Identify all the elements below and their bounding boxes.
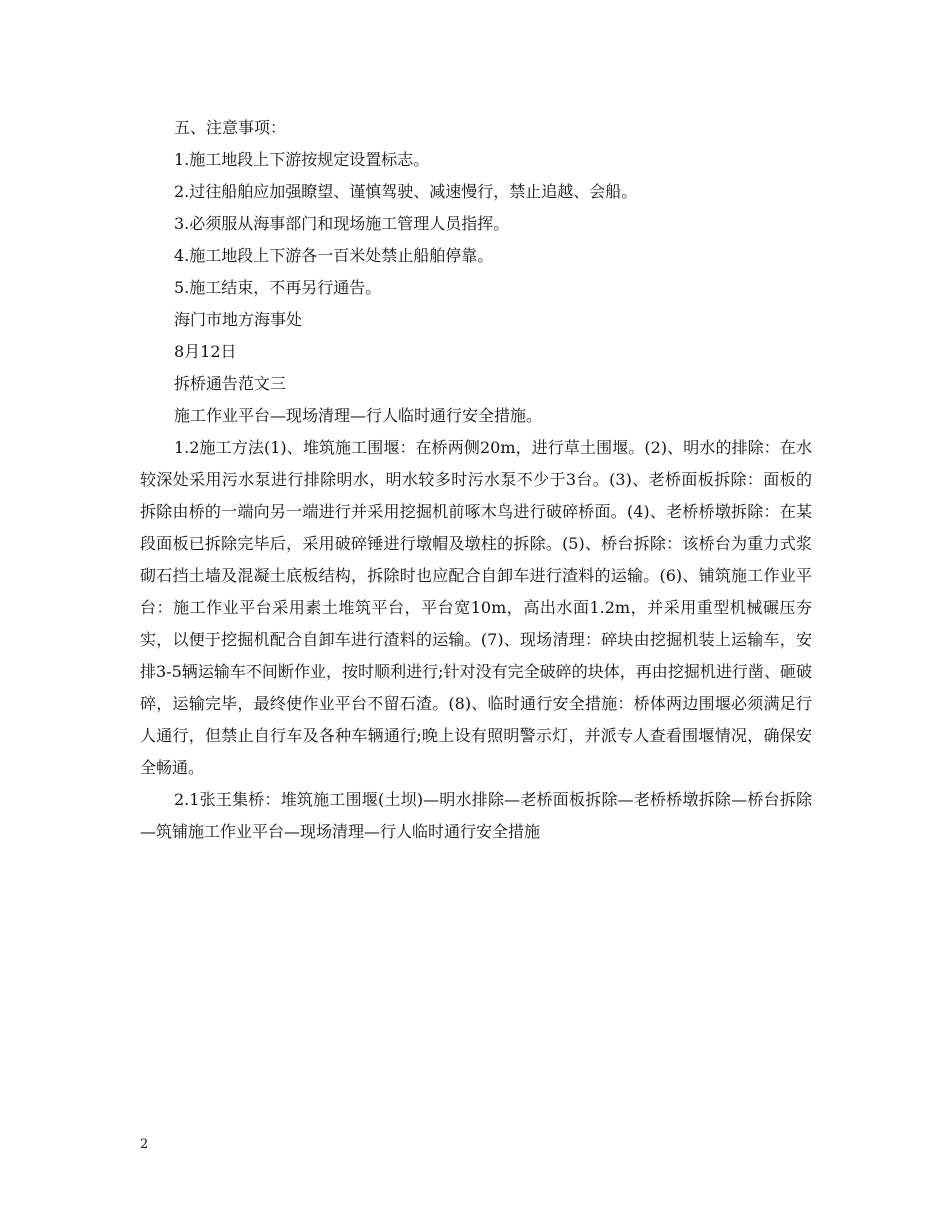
page-number: 2 (140, 1137, 149, 1152)
notice-item-4: 4.施工地段上下游各一百米处禁止船舶停靠。 (174, 246, 494, 265)
notice-item-1: 1.施工地段上下游按规定设置标志。 (174, 150, 430, 169)
sample-title: 拆桥通告范文三 (174, 374, 287, 393)
construction-method-paragraph: 1.2施工方法(1)、堆筑施工围堰：在桥两侧20m，进行草土围堰。(2)、明水的排除：在水较深处采用污水泵进行排除明水，明水较多时污水泵不少于3台。(3)、老桥面板拆除：面板的拆除由桥的一端向另一端进行并采用挖掘机前啄木鸟进行破碎桥面。(4)、老桥桥墩拆除：在某段面板已拆除完毕后，采用破碎锤进行墩帽及墩柱的拆除。(5)、桥台拆除：该桥台为重力式浆砌石挡土墙及混凝土底板结构，拆除时也应配合自卸车进行渣料的运输。(6)、铺筑施工作业平台：施工作业平台采用素土堆筑平台，平台宽10m，高出水面1.2m，并采用重型机械碾压夯实，以便于挖掘机配合自卸车进行渣料的运输。(7)、现场清理：碎块由挖掘机装上运输车，安排3-5辆运输车不间断作业，按时顺利进行;针对没有完全破碎的块体，再由挖掘机进行凿、砸破碎，运输完毕，最终使作业平台不留石渣。(8)、临时通行安全措施：桥体两边围堰必须满足行人通行，但禁止自行车及各种车辆通行;晚上设有照明警示灯，并派专人查看围堰情况，确保安全畅通。 (140, 438, 812, 777)
notice-item-5: 5.施工结束，不再另行通告。 (174, 278, 382, 297)
notice-date: 8月12日 (174, 342, 237, 361)
zhangwangji-bridge-paragraph: 2.1张王集桥：堆筑施工围堰(土坝)—明水排除—老桥面板拆除—老桥桥墩拆除—桥台拆除—筑铺施工作业平台—现场清理—行人临时通行安全措施 (140, 790, 812, 841)
notice-issuer: 海门市地方海事处 (174, 310, 303, 329)
notice-item-2: 2.过往船舶应加强瞭望、谨慎驾驶、减速慢行，禁止追越、会船。 (174, 182, 638, 201)
notice-heading: 五、注意事项： (174, 118, 287, 137)
notice-item-3: 3.必须服从海事部门和现场施工管理人员指挥。 (174, 214, 510, 233)
sample-summary: 施工作业平台—现场清理—行人临时通行安全措施。 (174, 406, 543, 425)
document-body (140, 112, 812, 848)
